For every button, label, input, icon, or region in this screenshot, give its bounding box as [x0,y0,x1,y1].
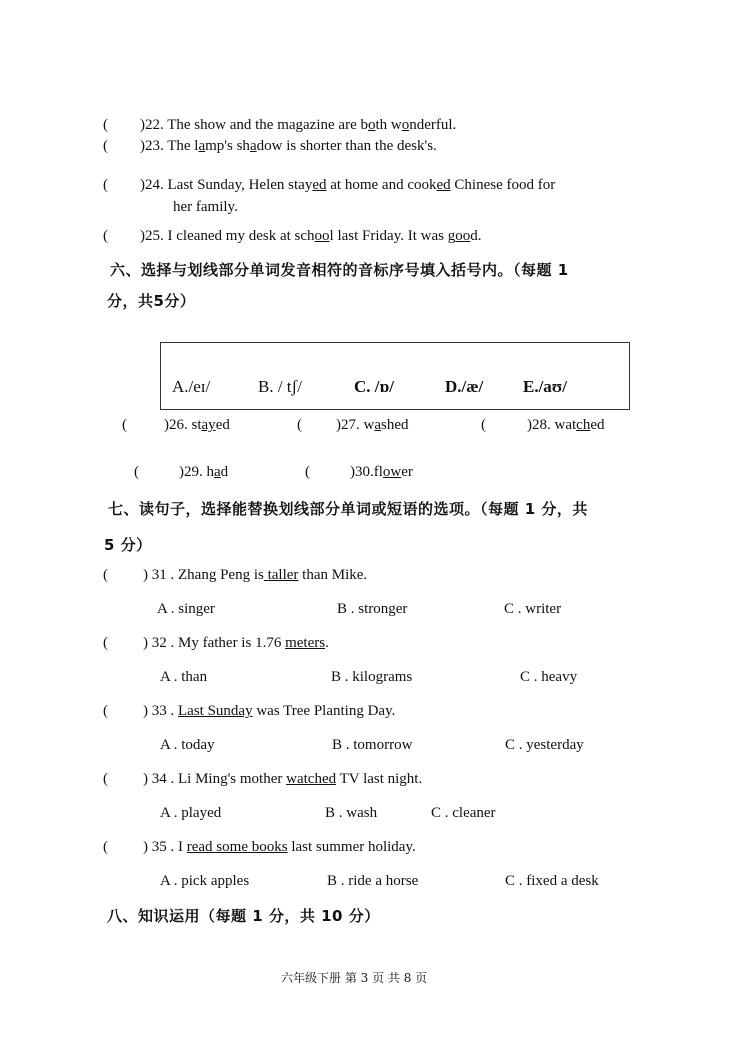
option-32-a: A . than [160,669,208,685]
answer-paren-open: ( [103,138,108,154]
question-24-line2: her family. [173,199,238,215]
answer-paren-open: ( [103,635,108,651]
section-6-heading: 六、选择与划线部分单词发音相符的音标序号填入括号内。（每题 1 [110,261,569,279]
option-34-a: A . played [160,805,222,821]
question-26: )26. stayed [164,417,230,433]
question-27: )27. washed [336,417,409,433]
question-35: ) 35 . I read some books last summer holiday. [143,839,416,855]
option-35-c: C . fixed a desk [505,873,599,889]
section-7-heading-line2: 5 分） [104,536,152,554]
page-footer: 六年级下册 第 3 页 共 8 页 [281,971,428,985]
option-35-b: B . ride a horse [327,873,419,889]
option-34-b: B . wash [325,805,378,821]
answer-paren-open: ( [481,417,486,433]
question-31: ) 31 . Zhang Peng is taller than Mike. [143,567,368,583]
option-31-c: C . writer [504,601,562,617]
question-22: )22. The show and the magazine are both wonderful. [140,117,457,133]
question-24: )24. Last Sunday, Helen stayed at home and cooked Chinese food for [140,177,556,193]
question-32: ) 32 . My father is 1.76 meters. [143,635,329,651]
question-23: )23. The lamp's shadow is shorter than the desk's. [140,138,437,154]
question-28: )28. watched [527,417,605,433]
answer-paren-open: ( [305,464,310,480]
section-7-heading: 七、读句子，选择能替换划线部分单词或短语的选项。（每题 1 分，共 [108,500,588,518]
answer-paren-open: ( [103,771,108,787]
phonetic-option-b: B. / tʃ/ [258,377,302,396]
answer-paren-open: ( [103,177,108,193]
option-33-c: C . yesterday [505,737,584,753]
option-31-b: B . stronger [337,601,408,617]
answer-paren-open: ( [297,417,302,433]
option-34-c: C . cleaner [431,805,496,821]
phonetic-options-box [160,342,630,410]
question-29: )29. had [179,464,229,480]
option-32-c: C . heavy [520,669,578,685]
option-33-b: B . tomorrow [332,737,413,753]
answer-paren-open: ( [103,117,108,133]
answer-paren-open: ( [103,839,108,855]
option-31-a: A . singer [157,601,215,617]
section-6-heading-line2: 分，共5分） [107,292,196,310]
phonetic-option-d: D./æ/ [445,377,484,396]
answer-paren-open: ( [103,703,108,719]
option-32-b: B . kilograms [331,669,413,685]
question-33: ) 33 . Last Sunday was Tree Planting Day. [143,703,396,719]
question-34: ) 34 . Li Ming's mother watched TV last night. [143,771,423,787]
answer-paren-open: ( [103,228,108,244]
question-25: )25. I cleaned my desk at school last Friday. It was good. [140,228,482,244]
option-35-a: A . pick apples [160,873,250,889]
phonetic-option-e: E./aʊ/ [523,377,568,396]
answer-paren-open: ( [134,464,139,480]
phonetic-option-a: A./eɪ/ [172,377,211,396]
section-8-heading: 八、知识运用（每题 1 分，共 10 分） [107,907,380,925]
answer-paren-open: ( [122,417,127,433]
question-30: )30.flower [350,464,413,480]
option-33-a: A . today [160,737,215,753]
answer-paren-open: ( [103,567,108,583]
phonetic-option-c: C. /ɒ/ [354,377,394,396]
